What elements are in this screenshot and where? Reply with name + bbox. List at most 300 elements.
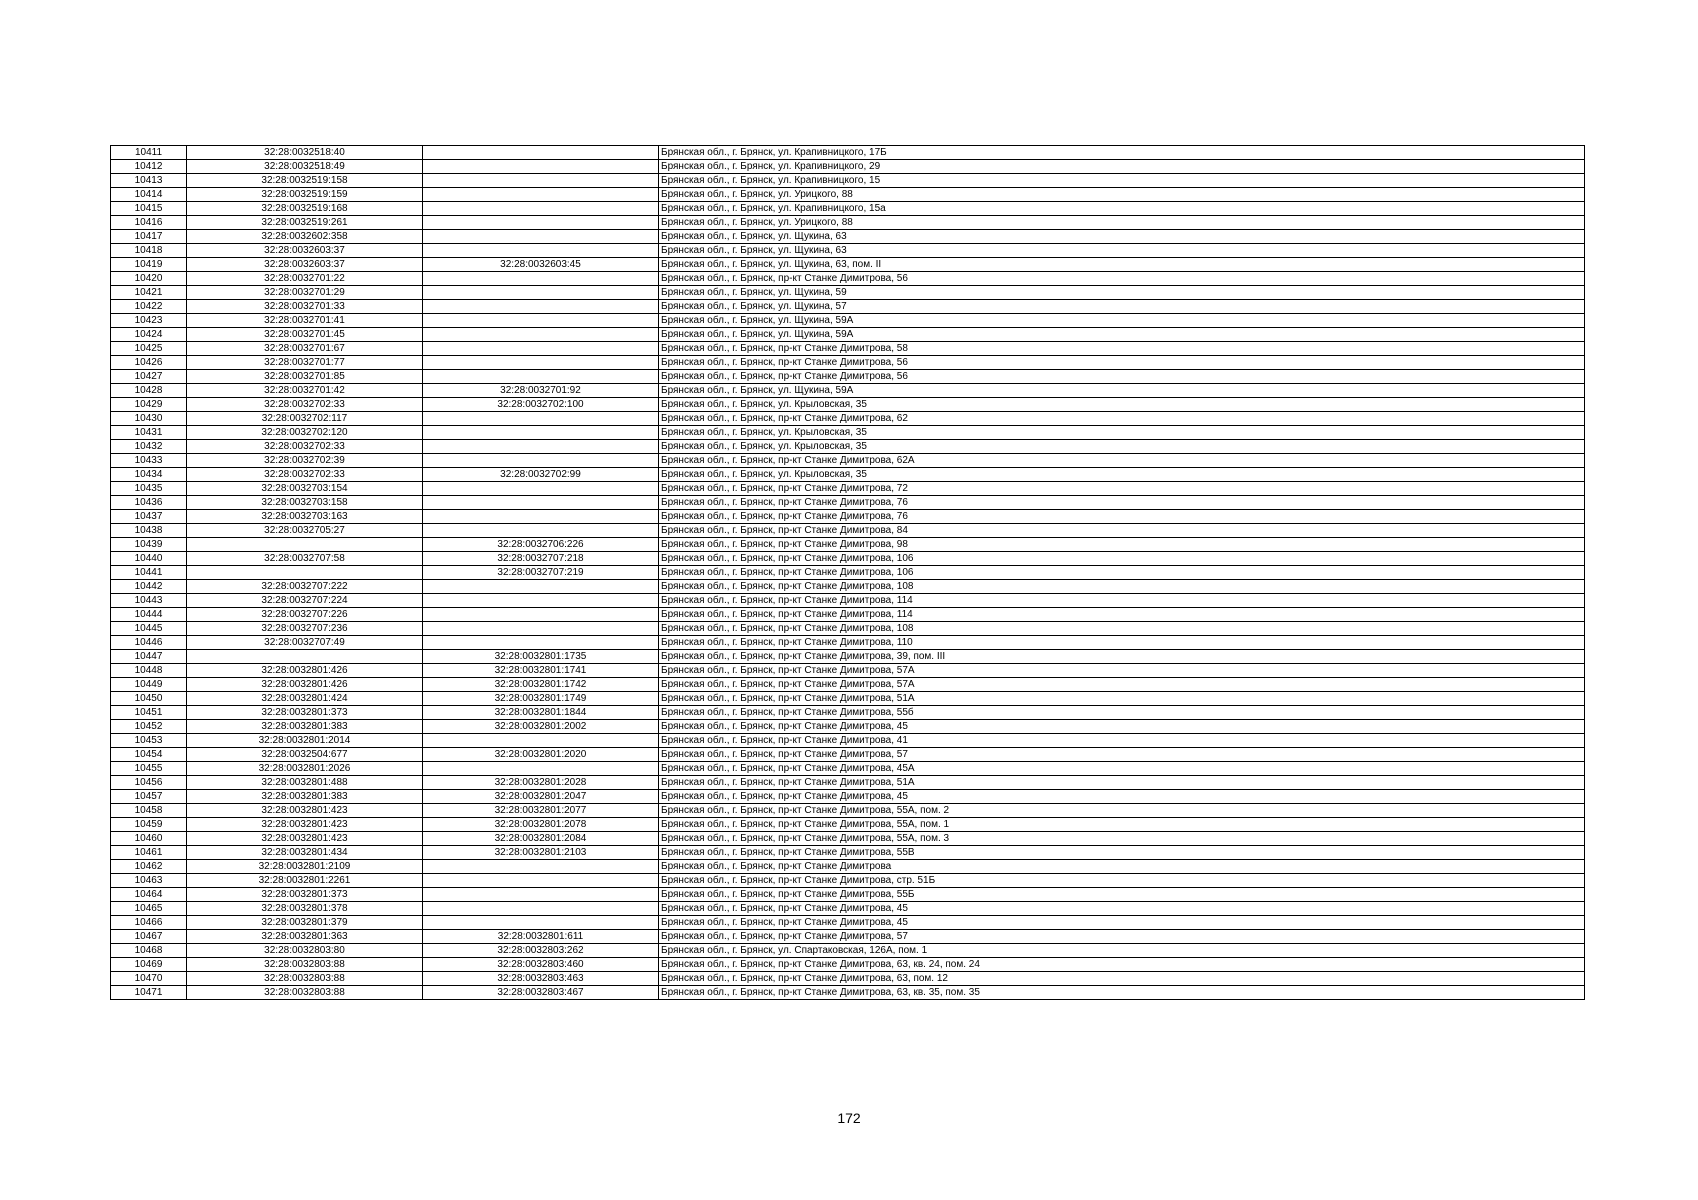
object-cadastral-number-cell [423, 874, 659, 888]
land-plot-cadastral-number-cell: 32:28:0032801:423 [187, 818, 423, 832]
table-row [111, 650, 1585, 664]
object-cadastral-number-cell [423, 230, 659, 244]
object-cadastral-number-cell: 32:28:0032801:1741 [423, 664, 659, 678]
row-number-cell: 10433 [111, 454, 187, 468]
address-cell: Брянская обл., г. Брянск, пр-кт Станке Димитрова, 114 [659, 608, 1585, 622]
land-plot-cadastral-number-cell [187, 538, 423, 552]
object-cadastral-number-cell: 32:28:0032701:92 [423, 384, 659, 398]
table-row [111, 734, 1585, 748]
page-number: 172 [837, 1110, 861, 1126]
table-row [111, 804, 1585, 818]
object-cadastral-number-cell: 32:28:0032801:1749 [423, 692, 659, 706]
table-row [111, 258, 1585, 272]
object-cadastral-number-cell: 32:28:0032801:2002 [423, 720, 659, 734]
address-cell: Брянская обл., г. Брянск, пр-кт Станке Димитрова, 98 [659, 538, 1585, 552]
table-row [111, 300, 1585, 314]
land-plot-cadastral-number-cell: 32:28:0032803:88 [187, 958, 423, 972]
land-plot-cadastral-number-cell: 32:28:0032801:383 [187, 790, 423, 804]
land-plot-cadastral-number-cell: 32:28:0032801:426 [187, 664, 423, 678]
object-cadastral-number-cell [423, 188, 659, 202]
table-row [111, 636, 1585, 650]
row-number-cell: 10435 [111, 482, 187, 496]
object-cadastral-number-cell: 32:28:0032801:2103 [423, 846, 659, 860]
row-number-cell: 10425 [111, 342, 187, 356]
row-number-cell: 10413 [111, 174, 187, 188]
table-row [111, 664, 1585, 678]
object-cadastral-number-cell: 32:28:0032801:1742 [423, 678, 659, 692]
address-cell: Брянская обл., г. Брянск, пр-кт Станке Димитрова, 114 [659, 594, 1585, 608]
row-number-cell: 10438 [111, 524, 187, 538]
object-cadastral-number-cell [423, 314, 659, 328]
land-plot-cadastral-number-cell: 32:28:0032701:45 [187, 328, 423, 342]
table-row [111, 790, 1585, 804]
land-plot-cadastral-number-cell: 32:28:0032701:29 [187, 286, 423, 300]
row-number-cell: 10417 [111, 230, 187, 244]
address-cell: Брянская обл., г. Брянск, пр-кт Станке Димитрова, 63, кв. 24, пом. 24 [659, 958, 1585, 972]
object-cadastral-number-cell [423, 860, 659, 874]
object-cadastral-number-cell: 32:28:0032706:226 [423, 538, 659, 552]
land-plot-cadastral-number-cell: 32:28:0032504:677 [187, 748, 423, 762]
table-row [111, 762, 1585, 776]
address-cell: Брянская обл., г. Брянск, пр-кт Станке Димитрова, 108 [659, 622, 1585, 636]
object-cadastral-number-cell: 32:28:0032803:463 [423, 972, 659, 986]
object-cadastral-number-cell: 32:28:0032801:611 [423, 930, 659, 944]
land-plot-cadastral-number-cell: 32:28:0032801:488 [187, 776, 423, 790]
object-cadastral-number-cell [423, 496, 659, 510]
row-number-cell: 10442 [111, 580, 187, 594]
address-cell: Брянская обл., г. Брянск, ул. Крапивницкого, 15 [659, 174, 1585, 188]
address-cell: Брянская обл., г. Брянск, пр-кт Станке Димитрова, стр. 51Б [659, 874, 1585, 888]
address-cell: Брянская обл., г. Брянск, пр-кт Станке Димитрова, 76 [659, 496, 1585, 510]
land-plot-cadastral-number-cell: 32:28:0032707:49 [187, 636, 423, 650]
row-number-cell: 10448 [111, 664, 187, 678]
row-number-cell: 10468 [111, 944, 187, 958]
land-plot-cadastral-number-cell: 32:28:0032702:33 [187, 468, 423, 482]
land-plot-cadastral-number-cell: 32:28:0032702:120 [187, 426, 423, 440]
object-cadastral-number-cell: 32:28:0032801:1844 [423, 706, 659, 720]
address-cell: Брянская обл., г. Брянск, пр-кт Станке Димитрова, 57 [659, 930, 1585, 944]
table-row [111, 748, 1585, 762]
row-number-cell: 10437 [111, 510, 187, 524]
object-cadastral-number-cell: 32:28:0032702:100 [423, 398, 659, 412]
row-number-cell: 10415 [111, 202, 187, 216]
object-cadastral-number-cell: 32:28:0032801:2078 [423, 818, 659, 832]
row-number-cell: 10459 [111, 818, 187, 832]
land-plot-cadastral-number-cell [187, 566, 423, 580]
land-plot-cadastral-number-cell: 32:28:0032801:424 [187, 692, 423, 706]
object-cadastral-number-cell: 32:28:0032707:219 [423, 566, 659, 580]
address-cell: Брянская обл., г. Брянск, пр-кт Станке Димитрова, 51А [659, 776, 1585, 790]
row-number-cell: 10444 [111, 608, 187, 622]
table-row [111, 454, 1585, 468]
row-number-cell: 10466 [111, 916, 187, 930]
land-plot-cadastral-number-cell: 32:28:0032801:379 [187, 916, 423, 930]
address-cell: Брянская обл., г. Брянск, пр-кт Станке Димитрова, 55А, пом. 3 [659, 832, 1585, 846]
land-plot-cadastral-number-cell: 32:28:0032801:383 [187, 720, 423, 734]
object-cadastral-number-cell [423, 482, 659, 496]
land-plot-cadastral-number-cell [187, 650, 423, 664]
table-row [111, 342, 1585, 356]
table-row [111, 188, 1585, 202]
registry-table [110, 145, 1585, 1000]
land-plot-cadastral-number-cell: 32:28:0032701:77 [187, 356, 423, 370]
object-cadastral-number-cell [423, 160, 659, 174]
land-plot-cadastral-number-cell: 32:28:0032519:159 [187, 188, 423, 202]
row-number-cell: 10436 [111, 496, 187, 510]
table-row [111, 426, 1585, 440]
land-plot-cadastral-number-cell: 32:28:0032801:2014 [187, 734, 423, 748]
land-plot-cadastral-number-cell: 32:28:0032703:158 [187, 496, 423, 510]
land-plot-cadastral-number-cell: 32:28:0032707:226 [187, 608, 423, 622]
table-row [111, 314, 1585, 328]
address-cell: Брянская обл., г. Брянск, пр-кт Станке Димитрова [659, 860, 1585, 874]
land-plot-cadastral-number-cell: 32:28:0032801:426 [187, 678, 423, 692]
table-row [111, 846, 1585, 860]
table-row [111, 272, 1585, 286]
address-cell: Брянская обл., г. Брянск, пр-кт Станке Димитрова, 45 [659, 916, 1585, 930]
land-plot-cadastral-number-cell: 32:28:0032701:22 [187, 272, 423, 286]
land-plot-cadastral-number-cell: 32:28:0032707:236 [187, 622, 423, 636]
table-row [111, 874, 1585, 888]
address-cell: Брянская обл., г. Брянск, пр-кт Станке Димитрова, 62А [659, 454, 1585, 468]
object-cadastral-number-cell [423, 300, 659, 314]
address-cell: Брянская обл., г. Брянск, ул. Щукина, 63, пом. II [659, 258, 1585, 272]
table-row [111, 678, 1585, 692]
table-row [111, 356, 1585, 370]
table-row [111, 706, 1585, 720]
object-cadastral-number-cell [423, 426, 659, 440]
table-row [111, 566, 1585, 580]
address-cell: Брянская обл., г. Брянск, пр-кт Станке Димитрова, 55Б [659, 888, 1585, 902]
row-number-cell: 10457 [111, 790, 187, 804]
address-cell: Брянская обл., г. Брянск, ул. Крыловская, 35 [659, 426, 1585, 440]
object-cadastral-number-cell: 32:28:0032801:2028 [423, 776, 659, 790]
row-number-cell: 10416 [111, 216, 187, 230]
row-number-cell: 10467 [111, 930, 187, 944]
table-row [111, 230, 1585, 244]
table-row [111, 776, 1585, 790]
table-row [111, 496, 1585, 510]
address-cell: Брянская обл., г. Брянск, пр-кт Станке Димитрова, 55А, пом. 1 [659, 818, 1585, 832]
land-plot-cadastral-number-cell: 32:28:0032701:67 [187, 342, 423, 356]
object-cadastral-number-cell [423, 440, 659, 454]
address-cell: Брянская обл., г. Брянск, ул. Щукина, 57 [659, 300, 1585, 314]
object-cadastral-number-cell: 32:28:0032803:262 [423, 944, 659, 958]
address-cell: Брянская обл., г. Брянск, пр-кт Станке Димитрова, 76 [659, 510, 1585, 524]
table-row [111, 174, 1585, 188]
address-cell: Брянская обл., г. Брянск, пр-кт Станке Димитрова, 57А [659, 664, 1585, 678]
address-cell: Брянская обл., г. Брянск, пр-кт Станке Димитрова, 45А [659, 762, 1585, 776]
row-number-cell: 10424 [111, 328, 187, 342]
address-cell: Брянская обл., г. Брянск, пр-кт Станке Димитрова, 55б [659, 706, 1585, 720]
address-cell: Брянская обл., г. Брянск, пр-кт Станке Димитрова, 51А [659, 692, 1585, 706]
table-row [111, 146, 1585, 160]
land-plot-cadastral-number-cell: 32:28:0032702:117 [187, 412, 423, 426]
address-cell: Брянская обл., г. Брянск, пр-кт Станке Димитрова, 108 [659, 580, 1585, 594]
address-cell: Брянская обл., г. Брянск, ул. Спартаковская, 126А, пом. 1 [659, 944, 1585, 958]
address-cell: Брянская обл., г. Брянск, пр-кт Станке Димитрова, 57 [659, 748, 1585, 762]
row-number-cell: 10418 [111, 244, 187, 258]
table-row [111, 440, 1585, 454]
address-cell: Брянская обл., г. Брянск, пр-кт Станке Димитрова, 63, кв. 35, пом. 35 [659, 986, 1585, 1000]
land-plot-cadastral-number-cell: 32:28:0032801:373 [187, 706, 423, 720]
table-row [111, 930, 1585, 944]
table-row [111, 468, 1585, 482]
address-cell: Брянская обл., г. Брянск, пр-кт Станке Димитрова, 72 [659, 482, 1585, 496]
address-cell: Брянская обл., г. Брянск, ул. Крапивницкого, 15а [659, 202, 1585, 216]
land-plot-cadastral-number-cell: 32:28:0032603:37 [187, 244, 423, 258]
land-plot-cadastral-number-cell: 32:28:0032519:158 [187, 174, 423, 188]
land-plot-cadastral-number-cell: 32:28:0032803:88 [187, 986, 423, 1000]
address-cell: Брянская обл., г. Брянск, ул. Щукина, 59А [659, 384, 1585, 398]
address-cell: Брянская обл., г. Брянск, ул. Щукина, 59 [659, 286, 1585, 300]
object-cadastral-number-cell [423, 272, 659, 286]
address-cell: Брянская обл., г. Брянск, ул. Крапивницкого, 29 [659, 160, 1585, 174]
row-number-cell: 10439 [111, 538, 187, 552]
row-number-cell: 10420 [111, 272, 187, 286]
object-cadastral-number-cell [423, 370, 659, 384]
row-number-cell: 10427 [111, 370, 187, 384]
row-number-cell: 10428 [111, 384, 187, 398]
object-cadastral-number-cell [423, 594, 659, 608]
table-row [111, 888, 1585, 902]
land-plot-cadastral-number-cell: 32:28:0032803:88 [187, 972, 423, 986]
object-cadastral-number-cell [423, 762, 659, 776]
object-cadastral-number-cell [423, 174, 659, 188]
object-cadastral-number-cell: 32:28:0032801:1735 [423, 650, 659, 664]
object-cadastral-number-cell [423, 510, 659, 524]
table-row [111, 916, 1585, 930]
row-number-cell: 10421 [111, 286, 187, 300]
row-number-cell: 10419 [111, 258, 187, 272]
land-plot-cadastral-number-cell: 32:28:0032701:85 [187, 370, 423, 384]
land-plot-cadastral-number-cell: 32:28:0032701:41 [187, 314, 423, 328]
address-cell: Брянская обл., г. Брянск, пр-кт Станке Димитрова, 55В [659, 846, 1585, 860]
object-cadastral-number-cell [423, 622, 659, 636]
object-cadastral-number-cell [423, 216, 659, 230]
table-row [111, 972, 1585, 986]
address-cell: Брянская обл., г. Брянск, ул. Крыловская, 35 [659, 440, 1585, 454]
object-cadastral-number-cell [423, 454, 659, 468]
table-row [111, 720, 1585, 734]
address-cell: Брянская обл., г. Брянск, пр-кт Станке Димитрова, 45 [659, 720, 1585, 734]
land-plot-cadastral-number-cell: 32:28:0032703:163 [187, 510, 423, 524]
row-number-cell: 10412 [111, 160, 187, 174]
object-cadastral-number-cell [423, 902, 659, 916]
address-cell: Брянская обл., г. Брянск, пр-кт Станке Димитрова, 57А [659, 678, 1585, 692]
table-row [111, 832, 1585, 846]
address-cell: Брянская обл., г. Брянск, пр-кт Станке Димитрова, 56 [659, 272, 1585, 286]
row-number-cell: 10440 [111, 552, 187, 566]
address-cell: Брянская обл., г. Брянск, пр-кт Станке Димитрова, 39, пом. III [659, 650, 1585, 664]
row-number-cell: 10443 [111, 594, 187, 608]
table-row [111, 524, 1585, 538]
row-number-cell: 10411 [111, 146, 187, 160]
registry-table-body [111, 146, 1585, 1000]
table-row [111, 552, 1585, 566]
object-cadastral-number-cell [423, 608, 659, 622]
address-cell: Брянская обл., г. Брянск, ул. Щукина, 59А [659, 328, 1585, 342]
row-number-cell: 10456 [111, 776, 187, 790]
land-plot-cadastral-number-cell: 32:28:0032705:27 [187, 524, 423, 538]
row-number-cell: 10471 [111, 986, 187, 1000]
object-cadastral-number-cell [423, 202, 659, 216]
address-cell: Брянская обл., г. Брянск, пр-кт Станке Димитрова, 58 [659, 342, 1585, 356]
row-number-cell: 10469 [111, 958, 187, 972]
table-row [111, 412, 1585, 426]
address-cell: Брянская обл., г. Брянск, пр-кт Станке Димитрова, 41 [659, 734, 1585, 748]
address-cell: Брянская обл., г. Брянск, ул. Щукина, 63 [659, 244, 1585, 258]
land-plot-cadastral-number-cell: 32:28:0032603:37 [187, 258, 423, 272]
land-plot-cadastral-number-cell: 32:28:0032801:2109 [187, 860, 423, 874]
row-number-cell: 10426 [111, 356, 187, 370]
table-row [111, 860, 1585, 874]
address-cell: Брянская обл., г. Брянск, пр-кт Станке Димитрова, 84 [659, 524, 1585, 538]
row-number-cell: 10465 [111, 902, 187, 916]
address-cell: Брянская обл., г. Брянск, ул. Щукина, 59А [659, 314, 1585, 328]
object-cadastral-number-cell [423, 888, 659, 902]
land-plot-cadastral-number-cell: 32:28:0032702:33 [187, 440, 423, 454]
object-cadastral-number-cell [423, 328, 659, 342]
row-number-cell: 10429 [111, 398, 187, 412]
table-row [111, 580, 1585, 594]
object-cadastral-number-cell: 32:28:0032702:99 [423, 468, 659, 482]
row-number-cell: 10450 [111, 692, 187, 706]
row-number-cell: 10452 [111, 720, 187, 734]
row-number-cell: 10423 [111, 314, 187, 328]
table-row [111, 328, 1585, 342]
land-plot-cadastral-number-cell: 32:28:0032518:49 [187, 160, 423, 174]
object-cadastral-number-cell: 32:28:0032803:460 [423, 958, 659, 972]
table-row [111, 594, 1585, 608]
land-plot-cadastral-number-cell: 32:28:0032801:423 [187, 804, 423, 818]
table-row [111, 944, 1585, 958]
object-cadastral-number-cell [423, 146, 659, 160]
land-plot-cadastral-number-cell: 32:28:0032518:40 [187, 146, 423, 160]
row-number-cell: 10470 [111, 972, 187, 986]
row-number-cell: 10462 [111, 860, 187, 874]
row-number-cell: 10451 [111, 706, 187, 720]
address-cell: Брянская обл., г. Брянск, пр-кт Станке Димитрова, 63, пом. 12 [659, 972, 1585, 986]
object-cadastral-number-cell [423, 356, 659, 370]
object-cadastral-number-cell [423, 342, 659, 356]
land-plot-cadastral-number-cell: 32:28:0032801:2026 [187, 762, 423, 776]
object-cadastral-number-cell: 32:28:0032603:45 [423, 258, 659, 272]
address-cell: Брянская обл., г. Брянск, пр-кт Станке Димитрова, 62 [659, 412, 1585, 426]
row-number-cell: 10453 [111, 734, 187, 748]
object-cadastral-number-cell: 32:28:0032801:2077 [423, 804, 659, 818]
land-plot-cadastral-number-cell: 32:28:0032801:2261 [187, 874, 423, 888]
object-cadastral-number-cell: 32:28:0032801:2020 [423, 748, 659, 762]
row-number-cell: 10461 [111, 846, 187, 860]
table-row [111, 510, 1585, 524]
land-plot-cadastral-number-cell: 32:28:0032701:33 [187, 300, 423, 314]
table-row [111, 370, 1585, 384]
table-row [111, 622, 1585, 636]
land-plot-cadastral-number-cell: 32:28:0032801:434 [187, 846, 423, 860]
row-number-cell: 10454 [111, 748, 187, 762]
row-number-cell: 10445 [111, 622, 187, 636]
row-number-cell: 10455 [111, 762, 187, 776]
land-plot-cadastral-number-cell: 32:28:0032801:363 [187, 930, 423, 944]
object-cadastral-number-cell [423, 286, 659, 300]
row-number-cell: 10441 [111, 566, 187, 580]
row-number-cell: 10431 [111, 426, 187, 440]
row-number-cell: 10458 [111, 804, 187, 818]
object-cadastral-number-cell [423, 916, 659, 930]
object-cadastral-number-cell [423, 734, 659, 748]
table-row [111, 986, 1585, 1000]
table-row [111, 384, 1585, 398]
row-number-cell: 10430 [111, 412, 187, 426]
land-plot-cadastral-number-cell: 32:28:0032801:378 [187, 902, 423, 916]
table-row [111, 398, 1585, 412]
address-cell: Брянская обл., г. Брянск, ул. Крыловская, 35 [659, 398, 1585, 412]
land-plot-cadastral-number-cell: 32:28:0032803:80 [187, 944, 423, 958]
land-plot-cadastral-number-cell: 32:28:0032519:168 [187, 202, 423, 216]
land-plot-cadastral-number-cell: 32:28:0032801:423 [187, 832, 423, 846]
address-cell: Брянская обл., г. Брянск, ул. Крыловская, 35 [659, 468, 1585, 482]
address-cell: Брянская обл., г. Брянск, пр-кт Станке Димитрова, 55А, пом. 2 [659, 804, 1585, 818]
address-cell: Брянская обл., г. Брянск, ул. Урицкого, 88 [659, 188, 1585, 202]
table-row [111, 608, 1585, 622]
object-cadastral-number-cell [423, 524, 659, 538]
table-row [111, 538, 1585, 552]
object-cadastral-number-cell [423, 580, 659, 594]
table-row [111, 216, 1585, 230]
row-number-cell: 10447 [111, 650, 187, 664]
row-number-cell: 10463 [111, 874, 187, 888]
land-plot-cadastral-number-cell: 32:28:0032707:58 [187, 552, 423, 566]
object-cadastral-number-cell [423, 412, 659, 426]
table-row [111, 958, 1585, 972]
row-number-cell: 10464 [111, 888, 187, 902]
land-plot-cadastral-number-cell: 32:28:0032602:358 [187, 230, 423, 244]
land-plot-cadastral-number-cell: 32:28:0032702:33 [187, 398, 423, 412]
address-cell: Брянская обл., г. Брянск, пр-кт Станке Димитрова, 106 [659, 552, 1585, 566]
address-cell: Брянская обл., г. Брянск, ул. Урицкого, 88 [659, 216, 1585, 230]
land-plot-cadastral-number-cell: 32:28:0032707:222 [187, 580, 423, 594]
address-cell: Брянская обл., г. Брянск, пр-кт Станке Димитрова, 45 [659, 790, 1585, 804]
land-plot-cadastral-number-cell: 32:28:0032519:261 [187, 216, 423, 230]
table-row [111, 160, 1585, 174]
table-row [111, 244, 1585, 258]
object-cadastral-number-cell: 32:28:0032803:467 [423, 986, 659, 1000]
table-row [111, 482, 1585, 496]
object-cadastral-number-cell [423, 244, 659, 258]
table-row [111, 692, 1585, 706]
address-cell: Брянская обл., г. Брянск, ул. Крапивницкого, 17Б [659, 146, 1585, 160]
land-plot-cadastral-number-cell: 32:28:0032801:373 [187, 888, 423, 902]
row-number-cell: 10460 [111, 832, 187, 846]
address-cell: Брянская обл., г. Брянск, пр-кт Станке Димитрова, 56 [659, 370, 1585, 384]
address-cell: Брянская обл., г. Брянск, пр-кт Станке Димитрова, 56 [659, 356, 1585, 370]
row-number-cell: 10422 [111, 300, 187, 314]
object-cadastral-number-cell: 32:28:0032707:218 [423, 552, 659, 566]
table-row [111, 902, 1585, 916]
object-cadastral-number-cell: 32:28:0032801:2047 [423, 790, 659, 804]
row-number-cell: 10414 [111, 188, 187, 202]
row-number-cell: 10449 [111, 678, 187, 692]
object-cadastral-number-cell: 32:28:0032801:2084 [423, 832, 659, 846]
land-plot-cadastral-number-cell: 32:28:0032701:42 [187, 384, 423, 398]
row-number-cell: 10434 [111, 468, 187, 482]
table-row [111, 286, 1585, 300]
land-plot-cadastral-number-cell: 32:28:0032702:39 [187, 454, 423, 468]
address-cell: Брянская обл., г. Брянск, пр-кт Станке Димитрова, 110 [659, 636, 1585, 650]
table-row [111, 818, 1585, 832]
row-number-cell: 10432 [111, 440, 187, 454]
